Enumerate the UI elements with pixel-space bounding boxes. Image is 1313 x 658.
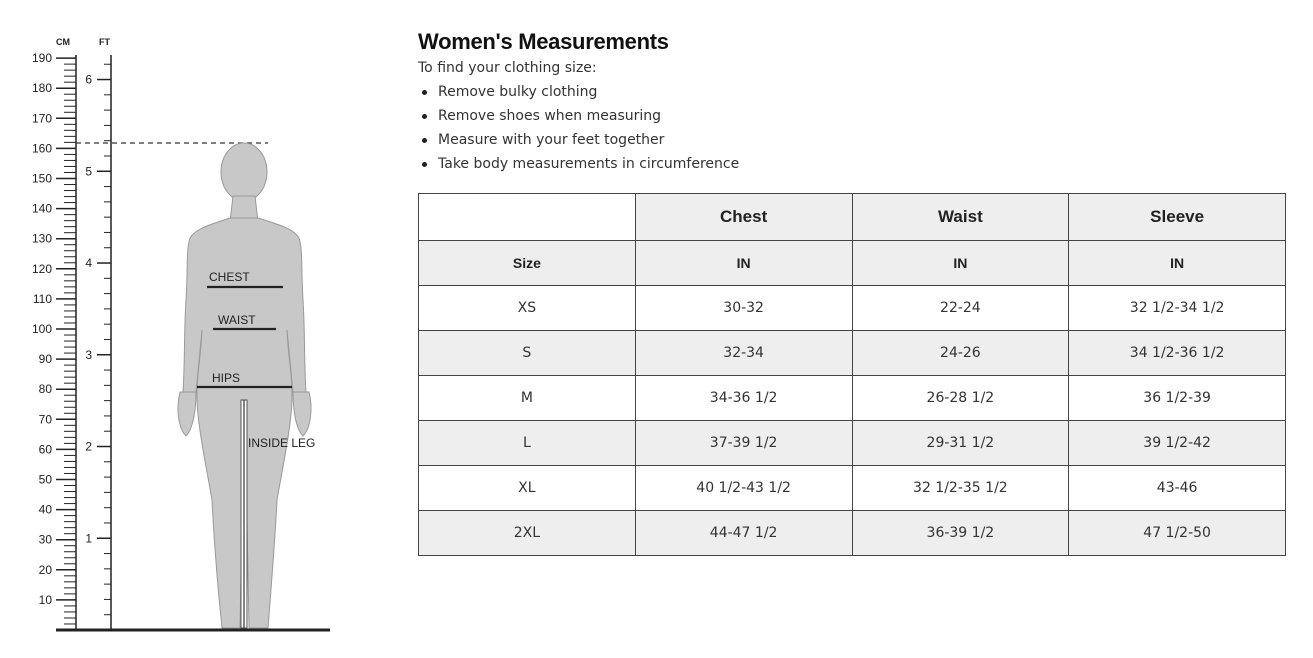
size-cell: 2XL: [419, 511, 636, 556]
sleeve-cell: 36 1/2-39: [1069, 376, 1286, 421]
chest-cell: 34-36 1/2: [635, 376, 852, 421]
cm-header: CM: [56, 37, 70, 47]
size-cell: M: [419, 376, 636, 421]
page-title: Women's Measurements: [418, 29, 669, 54]
tip-item: Take body measurements in circumference: [418, 152, 1288, 176]
waist-cell: 32 1/2-35 1/2: [852, 466, 1069, 511]
sleeve-cell: 34 1/2-36 1/2: [1069, 331, 1286, 376]
height-chart-illustration: [0, 0, 400, 658]
intro-text: To find your clothing size:: [418, 60, 597, 76]
tip-item: Remove shoes when measuring: [418, 104, 1288, 128]
cm-tick-label: 160: [31, 141, 52, 156]
size-chart-table: [418, 193, 1286, 556]
cm-tick-label: 130: [31, 231, 52, 246]
cm-tick-label: 60: [38, 442, 52, 457]
cm-tick-label: 170: [31, 111, 52, 126]
size-cell: L: [419, 421, 636, 466]
waist-cell: 26-28 1/2: [852, 376, 1069, 421]
ft-tick-label: 6: [85, 72, 92, 87]
subheader-cell-unit: IN: [635, 241, 852, 286]
ft-tick-label: 5: [85, 164, 92, 179]
tip-item: Measure with your feet together: [418, 128, 1288, 152]
table-row: [419, 511, 1286, 556]
waist-cell: 36-39 1/2: [852, 511, 1069, 556]
size-cell: XS: [419, 286, 636, 331]
cm-tick-label: 40: [38, 502, 52, 517]
cm-tick-label: 110: [32, 291, 52, 306]
height-ruler: [32, 51, 111, 630]
cm-tick-label: 20: [38, 562, 52, 577]
hips-label: HIPS: [212, 371, 241, 385]
header-cell-sleeve: Sleeve: [1069, 194, 1286, 241]
table-header-row: [419, 194, 1286, 241]
waist-label: WAIST: [218, 313, 256, 327]
tip-item: Remove bulky clothing: [418, 80, 1288, 104]
table-row: [419, 286, 1286, 331]
header-cell-waist: Waist: [852, 194, 1069, 241]
cm-tick-label: 90: [38, 352, 52, 367]
size-cell: XL: [419, 466, 636, 511]
table-row: [419, 421, 1286, 466]
cm-tick-label: 10: [38, 592, 52, 607]
inside-leg-label: INSIDE LEG: [248, 436, 316, 450]
cm-tick-label: 190: [31, 51, 52, 66]
measurements-panel: [418, 29, 1288, 541]
sleeve-cell: 39 1/2-42: [1069, 421, 1286, 466]
chest-cell: 32-34: [635, 331, 852, 376]
waist-cell: 22-24: [852, 286, 1069, 331]
cm-tick-label: 120: [31, 261, 52, 276]
table-subheader-row: [419, 241, 1286, 286]
size-cell: S: [419, 331, 636, 376]
cm-tick-label: 100: [31, 322, 52, 336]
chest-label: CHEST: [209, 270, 250, 284]
table-row: [419, 466, 1286, 511]
header-cell-blank: [419, 194, 636, 241]
table-row: [419, 376, 1286, 421]
subheader-cell-size: Size: [419, 241, 636, 286]
cm-tick-label: 150: [31, 171, 52, 186]
table-row: [419, 331, 1286, 376]
sleeve-cell: 43-46: [1069, 466, 1286, 511]
ft-tick-label: 2: [85, 439, 92, 454]
cm-tick-label: 70: [38, 412, 52, 427]
chest-cell: 40 1/2-43 1/2: [635, 466, 852, 511]
ft-tick-label: 1: [85, 531, 92, 546]
header-cell-chest: Chest: [635, 194, 852, 241]
ft-tick-label: 3: [85, 347, 92, 362]
sleeve-cell: 47 1/2-50: [1069, 511, 1286, 556]
chest-cell: 37-39 1/2: [635, 421, 852, 466]
cm-tick-label: 140: [31, 201, 52, 216]
measurement-figure: [0, 0, 400, 658]
subheader-cell-unit: IN: [852, 241, 1069, 286]
waist-cell: 24-26: [852, 331, 1069, 376]
subheader-cell-unit: IN: [1069, 241, 1286, 286]
cm-tick-label: 30: [38, 532, 52, 547]
cm-tick-label: 80: [38, 382, 52, 397]
cm-tick-label: 180: [31, 81, 52, 96]
chest-cell: 44-47 1/2: [635, 511, 852, 556]
waist-cell: 29-31 1/2: [852, 421, 1069, 466]
chest-cell: 30-32: [635, 286, 852, 331]
ft-tick-label: 4: [85, 256, 92, 271]
cm-tick-label: 50: [38, 472, 52, 487]
tips-list: [418, 80, 1288, 176]
sleeve-cell: 32 1/2-34 1/2: [1069, 286, 1286, 331]
ft-header: FT: [99, 37, 110, 47]
